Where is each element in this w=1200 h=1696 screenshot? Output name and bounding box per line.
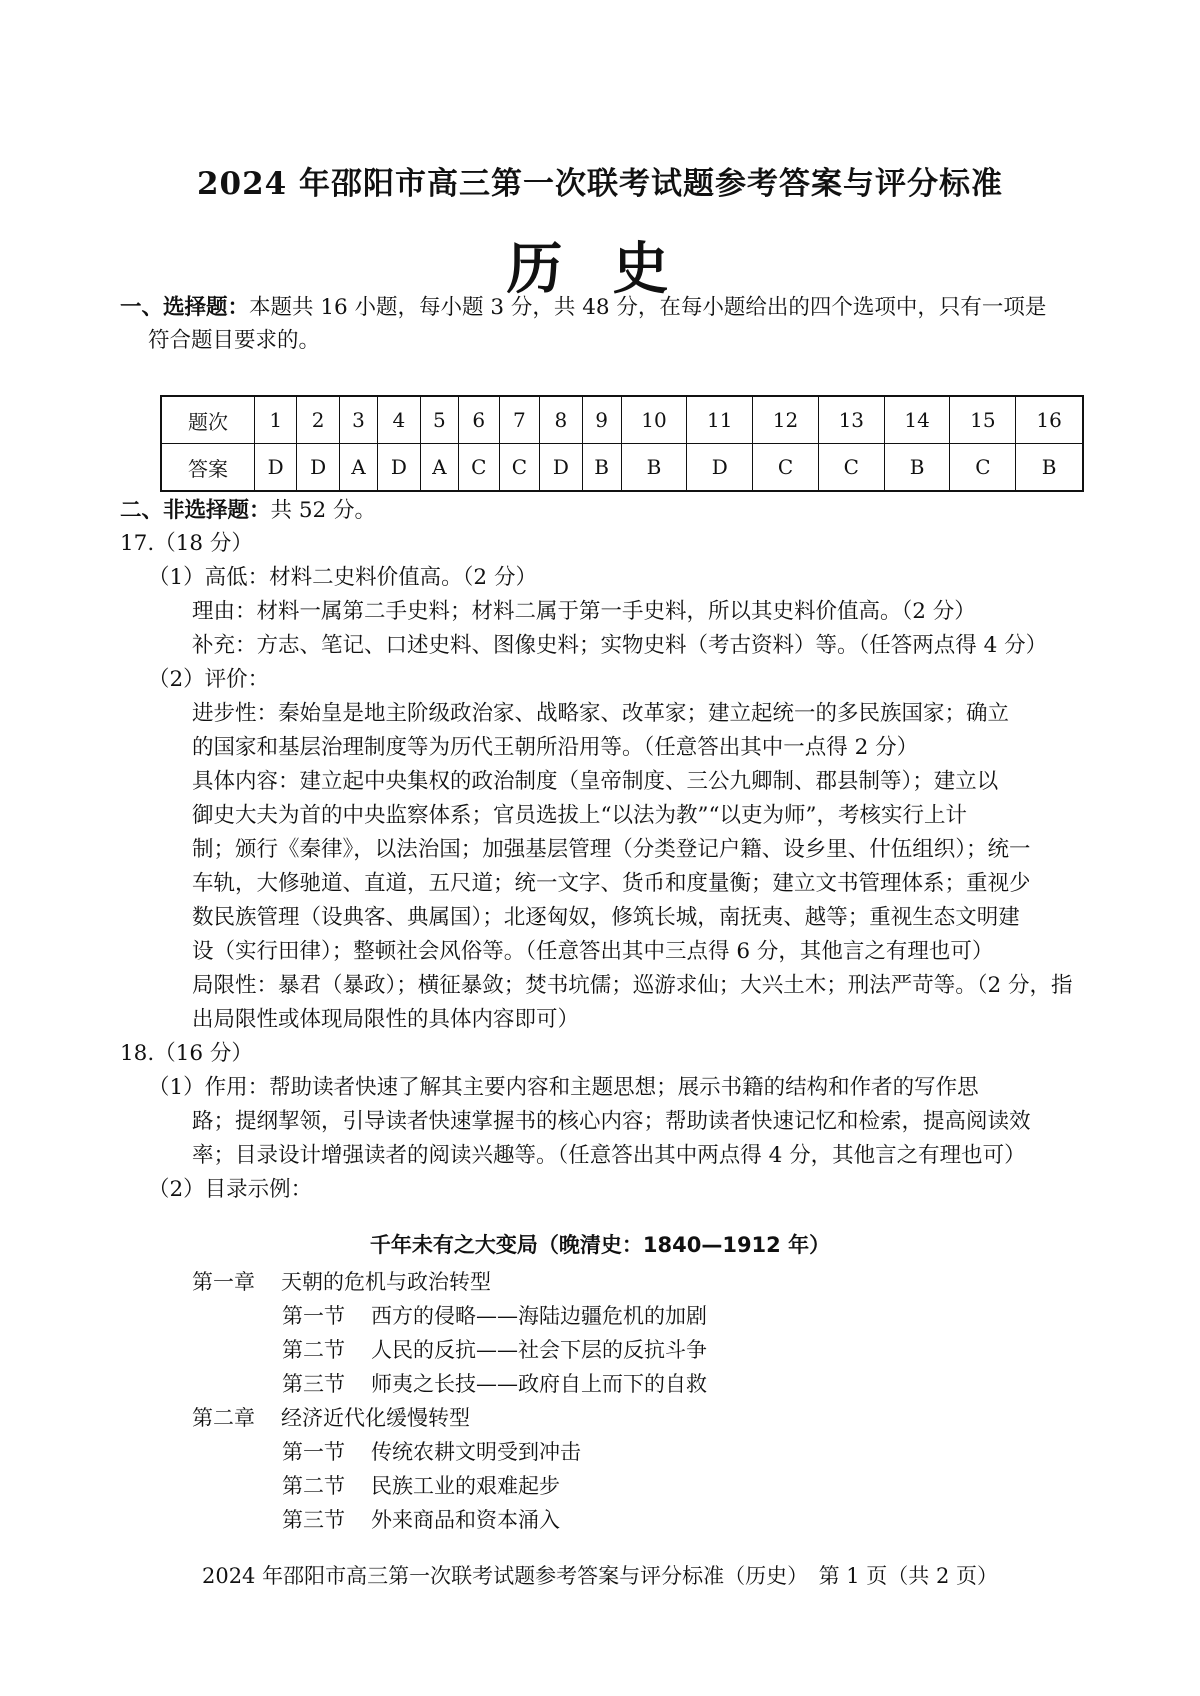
answer-cell: A [339, 444, 377, 492]
section-label: 第一节 [282, 1304, 345, 1328]
question-number: 12 [753, 396, 819, 444]
page-footer: 2024 年邵阳市高三第一次联考试题参考答案与评分标准（历史） 第 1 页（共 2 页） [201, 1564, 999, 1588]
section-title: 人民的反抗——社会下层的反抗斗争 [371, 1338, 707, 1362]
q18-text-line: （1）作用：帮助读者快速了解其主要内容和主题思想；展示书籍的结构和作者的写作思 [148, 1075, 979, 1100]
answer-cell: C [459, 444, 500, 492]
question-number: 6 [459, 396, 500, 444]
q17-part2: （2）评价： [148, 667, 270, 692]
answer-cell: D [378, 444, 420, 492]
question-number: 11 [687, 396, 753, 444]
question-number: 9 [582, 396, 621, 444]
q17-reason: 理由：材料一属第二手史料；材料二属于第一手史料，所以其史料价值高。（2 分） [192, 599, 976, 624]
q18-text-line: 路；提纲挈领，引导读者快速掌握书的核心内容；帮助读者快速记忆和检索，提高阅读效 [192, 1109, 1031, 1134]
q18-text-line: 率；目录设计增强读者的阅读兴趣等。（任意答出其中两点得 4 分，其他言之有理也可） [192, 1143, 1026, 1168]
chapter-label: 第二章 [192, 1406, 255, 1430]
answer-cell: B [884, 444, 950, 492]
row-label-question: 题次 [161, 396, 255, 444]
answer-cell: C [753, 444, 819, 492]
section-title: 西方的侵略——海陆边疆危机的加剧 [371, 1304, 707, 1328]
section-label: 第三节 [282, 1372, 345, 1396]
toc-section [282, 1436, 581, 1466]
q17-text-line: 制；颁行《秦律》，以法治国；加强基层管理（分类登记户籍、设乡里、什伍组织）；统一 [192, 837, 1031, 862]
answer-cell: D [540, 444, 582, 492]
answer-cell: A [420, 444, 458, 492]
answer-row [161, 444, 1083, 492]
answer-table [160, 395, 1084, 492]
question-number: 13 [818, 396, 884, 444]
section1-text-2: 符合题目要求的。 [148, 328, 321, 353]
question-number: 8 [540, 396, 582, 444]
q17-text-line: 车轨，大修驰道、直道，五尺道；统一文字、货币和度量衡；建立文书管理体系；重视少 [192, 871, 1031, 896]
section2-text: 共 52 分。 [270, 498, 377, 523]
section-label: 第三节 [282, 1508, 345, 1532]
toc-title: 千年未有之大变局（晚清史：1840—1912 年） [369, 1233, 831, 1257]
section-title: 师夷之长技——政府自上而下的自救 [371, 1372, 707, 1396]
chapter-title: 天朝的危机与政治转型 [281, 1270, 491, 1294]
question-number: 7 [499, 396, 540, 444]
section-label: 第二节 [282, 1474, 345, 1498]
q17-text-line: 的国家和基层治理制度等为历代王朝所沿用等。（任意答出其中一点得 2 分） [192, 735, 919, 760]
section-title: 外来商品和资本涌入 [371, 1508, 560, 1532]
q17-supplement: 补充：方志、笔记、口述史料、图像史料；实物史料（考古资料）等。（任答两点得 4 分） [192, 633, 1048, 658]
section-title: 传统农耕文明受到冲击 [371, 1440, 581, 1464]
question-number: 3 [339, 396, 377, 444]
section-label: 第二节 [282, 1338, 345, 1362]
question-number: 15 [950, 396, 1016, 444]
row-label-answer: 答案 [161, 444, 255, 492]
answer-cell: D [255, 444, 297, 492]
q17-text-line: 设（实行田律）；整顿社会风俗等。（任意答出其中三点得 6 分，其他言之有理也可） [192, 939, 994, 964]
toc-chapter [192, 1266, 491, 1296]
answer-cell: B [1016, 444, 1083, 492]
question-number: 1 [255, 396, 297, 444]
section1-text: 本题共 16 小题，每小题 3 分，共 48 分，在每小题给出的四个选项中，只有一项是 [249, 295, 1047, 320]
section-title: 民族工业的艰难起步 [371, 1474, 560, 1498]
section1-intro [120, 293, 1046, 323]
section2-heading: 二、非选择题： [120, 498, 271, 523]
q17-text-line: 出局限性或体现局限性的具体内容即可） [192, 1007, 580, 1032]
question-number: 5 [420, 396, 458, 444]
answer-cell: C [950, 444, 1016, 492]
question-number: 16 [1016, 396, 1083, 444]
section2-intro [120, 496, 376, 526]
toc-section [282, 1470, 560, 1500]
answer-cell: B [621, 444, 687, 492]
chapter-title: 经济近代化缓慢转型 [281, 1406, 470, 1430]
question-number-row [161, 396, 1083, 444]
q17-text-line: 具体内容：建立起中央集权的政治制度（皇帝制度、三公九卿制、郡县制等）；建立以 [192, 769, 999, 794]
q18-part2: （2）目录示例： [148, 1177, 313, 1202]
q18-label: 18.（16 分） [120, 1041, 253, 1066]
answer-cell: D [687, 444, 753, 492]
subject-title: 历史 [506, 236, 719, 302]
question-number: 14 [884, 396, 950, 444]
q17-label: 17.（18 分） [120, 531, 253, 556]
question-number: 10 [621, 396, 687, 444]
q17-text-line: 局限性：暴君（暴政）；横征暴敛；焚书坑儒；巡游求仙；大兴土木；刑法严苛等。（2 分，指 [192, 973, 1073, 998]
section1-heading: 一、选择题： [120, 295, 250, 320]
q17-text-line: 御史大夫为首的中央监察体系；官员选拔上“以法为教”“以吏为师”，考核实行上计 [192, 803, 967, 828]
section-label: 第一节 [282, 1440, 345, 1464]
question-number: 2 [297, 396, 339, 444]
document-title: 2024 年邵阳市高三第一次联考试题参考答案与评分标准 [196, 166, 1004, 202]
answer-cell: C [818, 444, 884, 492]
q17-part1: （1）高低：材料二史料价值高。（2 分） [148, 565, 537, 590]
toc-chapter [192, 1402, 470, 1432]
answer-cell: C [499, 444, 540, 492]
toc-section [282, 1368, 707, 1398]
toc-section [282, 1504, 560, 1534]
answer-cell: D [297, 444, 339, 492]
toc-section [282, 1300, 707, 1330]
question-number: 4 [378, 396, 420, 444]
chapter-label: 第一章 [192, 1270, 255, 1294]
q17-text-line: 数民族管理（设典客、典属国）；北逐匈奴，修筑长城，南抚夷、越等；重视生态文明建 [192, 905, 1020, 930]
q17-text-line: 进步性：秦始皇是地主阶级政治家、战略家、改革家；建立起统一的多民族国家；确立 [192, 701, 1010, 726]
answer-cell: B [582, 444, 621, 492]
toc-section [282, 1334, 707, 1364]
